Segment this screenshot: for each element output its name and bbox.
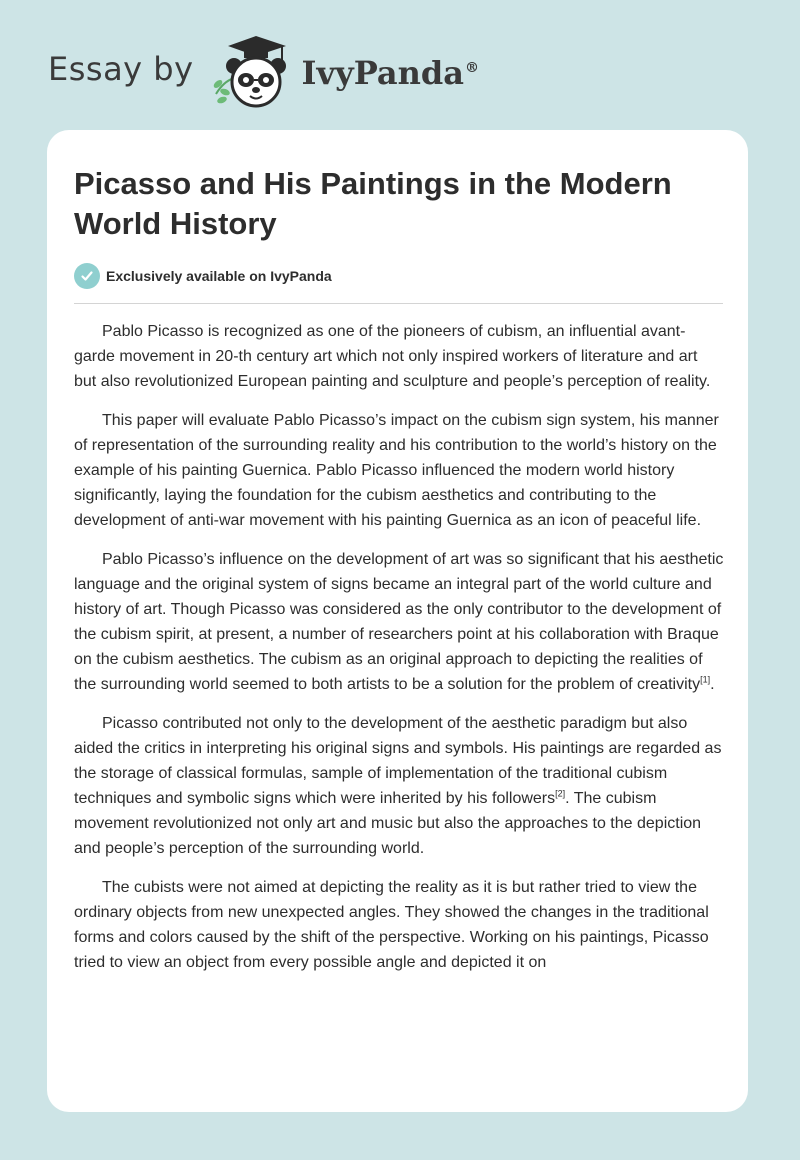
essay-paragraph	[74, 319, 724, 394]
registered-mark: ®	[465, 60, 479, 77]
panda-graduate-icon	[208, 32, 298, 112]
paragraph-text: Pablo Picasso’s influence on the development of art was so significant that his aesthetic language and the original system of signs became an integral part of the world culture and history of art. Though Picasso was considered as the only contributor to the development of the cubism spirit, at present, a number of researchers point at his collaboration with Braque on the cubism aesthetics. The cubism as an original approach to depicting the realities of the surrounding world seemed to both artists to be a solution for the problem of creativity	[74, 551, 724, 693]
essay-paragraph	[74, 547, 724, 697]
paragraph-text: .	[710, 676, 715, 693]
essay-paragraph	[74, 408, 724, 533]
essay-title: Picasso and His Paintings in the Modern World History	[74, 166, 672, 241]
essay-paragraph	[74, 711, 724, 861]
paragraph-text: . The cubism movement revolutionized not only art and music but also the approaches to the depiction and people’s perception of the surrounding world.	[74, 790, 702, 857]
exclusive-badge	[74, 263, 332, 289]
footnote-reference[interactable]: [2]	[555, 788, 566, 799]
paragraph-text: Pablo Picasso is recognized as one of the pioneers of cubism, an influential avant-garde movement in 20-th century art which not only inspired workers of literature and art but also revolutionized European painting and sculpture and people’s perception of reality.	[74, 323, 711, 390]
exclusive-badge-label: Exclusively available on IvyPanda	[106, 268, 332, 284]
paragraph-text: The cubists were not aimed at depicting the reality as it is but rather tried to view the ordinary objects from new unexpected angles. They showed the changes in the traditional forms and colors caused by the shift of the perspective. Working on his paintings, Picasso tried to view an object from every possible angle and depicted it on	[74, 879, 709, 971]
check-circle-icon	[74, 263, 100, 289]
brand-name-text: IvyPanda	[301, 54, 464, 92]
footnote-reference[interactable]: [1]	[700, 674, 711, 685]
brand-prefix: Essay by	[48, 50, 194, 88]
paragraph-text: This paper will evaluate Pablo Picasso’s impact on the cubism sign system, his manner of representation of the surrounding reality and his contribution to the world’s history on the example of his painting Guernica. Pablo Picasso influenced the modern world history significantly, laying the foundation for the cubism aesthetics and contributing to the development of anti-war movement with his painting Guernica as an icon of peaceful life.	[74, 412, 719, 529]
divider	[74, 303, 723, 304]
essay-body	[74, 319, 724, 989]
essay-card	[47, 130, 748, 1112]
paragraph-text: Picasso contributed not only to the development of the aesthetic paradigm but also aided the critics in interpreting his original signs and symbols. His paintings are regarded as the storage of classical formulas, sample of implementation of the traditional cubism techniques and symbolic signs which were inherited by his followers	[74, 715, 722, 807]
brand-header	[48, 32, 479, 112]
essay-paragraph	[74, 875, 724, 975]
checkmark-icon	[80, 269, 94, 283]
brand-name	[302, 54, 479, 92]
